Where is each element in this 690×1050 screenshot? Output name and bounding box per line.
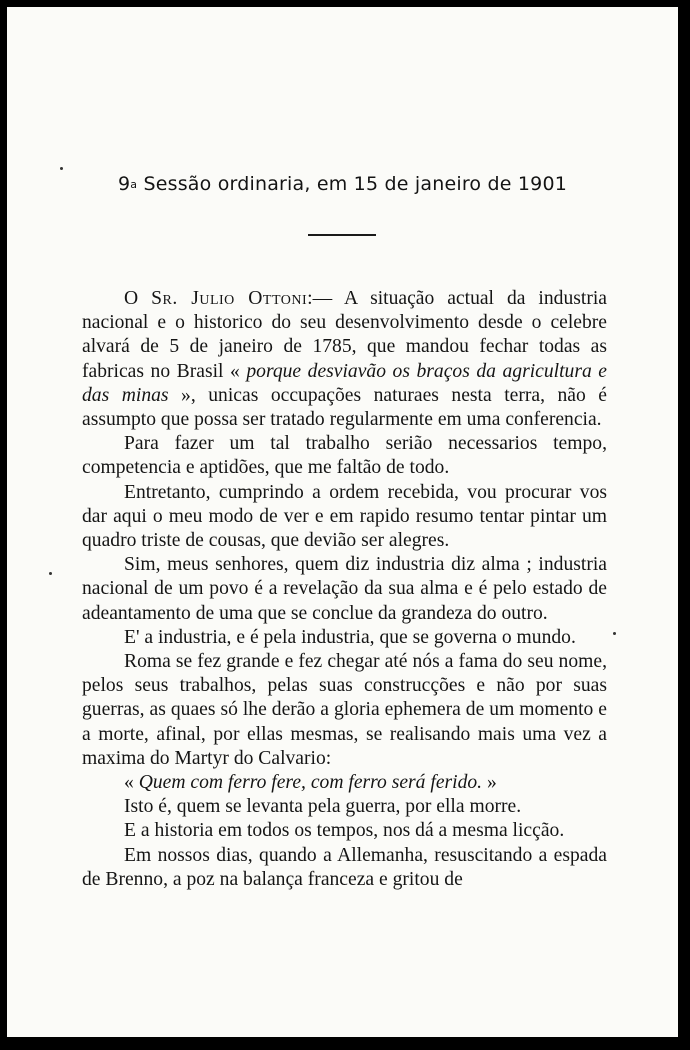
paragraph: Para fazer um tal trabalho serião necessarios tempo, competencia e aptidões, que me faltão de todo. bbox=[82, 433, 607, 479]
paragraph: Entretanto, cumprindo a ordem recebida, vou procurar vos dar aqui o meu modo de ver e em rapido resumo tentar pintar um quadro triste de cousas, que devião ser alegres. bbox=[82, 481, 607, 552]
speaker-prefix: O bbox=[124, 288, 152, 309]
document-page bbox=[7, 7, 678, 1037]
paragraph: Isto é, quem se levanta pela guerra, por ella morre. bbox=[124, 796, 522, 818]
paragraph: Sim, meus senhores, quem diz industria diz alma ; industria nacional de um povo é a revelação da sua alma e é pelo estado de adeantamento de uma que se conclue da grandeza do outro. bbox=[82, 554, 607, 624]
print-speck bbox=[613, 632, 616, 635]
speaker-name: Sr. Julio Ottoni bbox=[151, 288, 308, 309]
paragraph-text: », unicas occupações naturaes nesta terra, não é assumpto que possa ser tratado regularmente em uma conferencia. bbox=[82, 384, 607, 431]
print-speck bbox=[60, 167, 63, 170]
speech-body bbox=[82, 287, 607, 892]
paragraph: E a historia em todos os tempos, nos dá a mesma licção. bbox=[124, 820, 565, 842]
title-ordinal-mark: a bbox=[130, 178, 138, 191]
paragraph: Em nossos dias, quando a Allemanha, resuscitando a espada de Brenno, a poz na balança franceza e gritou de bbox=[82, 844, 607, 890]
paragraph bbox=[82, 287, 607, 432]
paragraph bbox=[82, 771, 607, 795]
paragraph-text: :— A situação actual da industria nacional e o historico do seu desenvolvimento desde o celebre alvará de 5 de janeiro de 1785, que mandou fechar todas as fabricas no Brasil « bbox=[82, 288, 607, 382]
quote-open: « bbox=[124, 772, 139, 794]
print-speck bbox=[49, 572, 52, 575]
title-text: Sessão ordinaria, em 15 de janeiro de 1901 bbox=[143, 173, 568, 195]
session-title bbox=[7, 173, 678, 195]
quoted-decree: porque desviavão os braços da agricultura e das minas bbox=[82, 360, 607, 406]
quote-close: » bbox=[482, 772, 497, 794]
paragraph: E' a industria, e é pela industria, que se governa o mundo. bbox=[124, 626, 576, 648]
maxim-quote: Quem com ferro fere, com ferro será ferido. bbox=[138, 772, 483, 794]
paragraph: Roma se fez grande e fez chegar até nós a fama do seu nome, pelos seus trabalhos, pelas suas construcções e não por suas guerras, as quaes só lhe derão a gloria ephemera de um momento e a morte, afinal, por ellas mesmas, se realisando mais uma vez a maxima do Martyr do Calvario: bbox=[82, 651, 607, 769]
title-divider bbox=[308, 234, 376, 236]
title-number: 9 bbox=[117, 173, 131, 195]
